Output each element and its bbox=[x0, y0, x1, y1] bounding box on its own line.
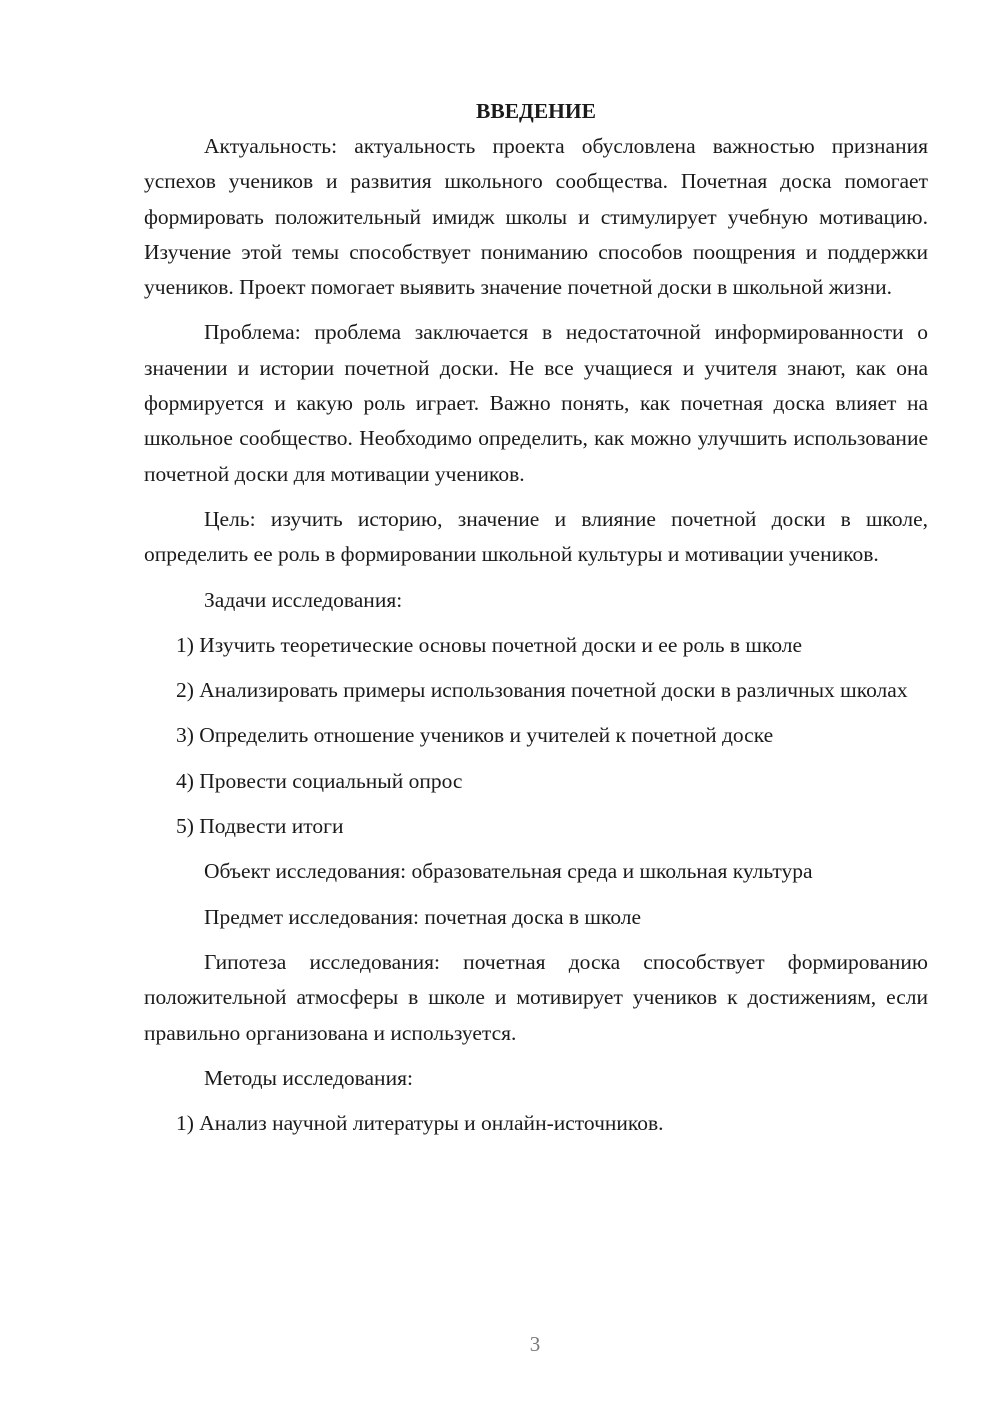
document-page bbox=[144, 94, 928, 1141]
task-item-5: 5) Подвести итоги bbox=[176, 814, 344, 839]
paragraph-goal: Цель: изучить историю, значение и влияние почетной доски в школе, определить ее роль в формировании школьной культуры и мотивации учеников. bbox=[144, 506, 928, 567]
task-item-4: 4) Провести социальный опрос bbox=[176, 768, 463, 793]
tasks-heading: Задачи исследования: bbox=[204, 587, 403, 612]
task-item-3: 3) Определить отношение учеников и учителей к почетной доске bbox=[176, 723, 774, 748]
methods-heading: Методы исследования: bbox=[204, 1065, 413, 1090]
task-item-1: 1) Изучить теоретические основы почетной доски и ее роль в школе bbox=[176, 632, 803, 657]
section-title: ВВЕДЕНИЕ bbox=[476, 99, 596, 123]
paragraph-subject: Предмет исследования: почетная доска в школе bbox=[204, 904, 642, 929]
paragraph-relevance: Актуальность: актуальность проекта обусловлена важностью признания успехов учеников и развития школьного сообщества. Почетная доска помогает формировать положительный имидж школы и стимулирует учебную мотивацию. Изучение этой темы способствует пониманию способов поощрения и поддержки учеников. Проект помогает выявить значение почетной доски в школьной жизни. bbox=[144, 134, 928, 300]
paragraph-object: Объект исследования: образовательная среда и школьная культура bbox=[204, 859, 813, 884]
paragraph-hypothesis: Гипотеза исследования: почетная доска способствует формированию положительной атмосферы в школе и мотивирует учеников к достижениям, если правильно организована и используется. bbox=[144, 949, 928, 1045]
page-number: 3 bbox=[529, 1332, 541, 1356]
task-item-2: 2) Анализировать примеры использования почетной доски в различных школах bbox=[176, 678, 908, 703]
paragraph-problem: Проблема: проблема заключается в недостаточной информированности о значении и истории почетной доски. Не все учащиеся и учителя знают, как она формируется и какую роль играет. Важно понять, как почетная доска влияет на школьное сообщество. Необходимо определить, как можно улучшить использование почетной доски для мотивации учеников. bbox=[144, 320, 928, 486]
method-item-1: 1) Анализ научной литературы и онлайн-источников. bbox=[176, 1111, 664, 1136]
